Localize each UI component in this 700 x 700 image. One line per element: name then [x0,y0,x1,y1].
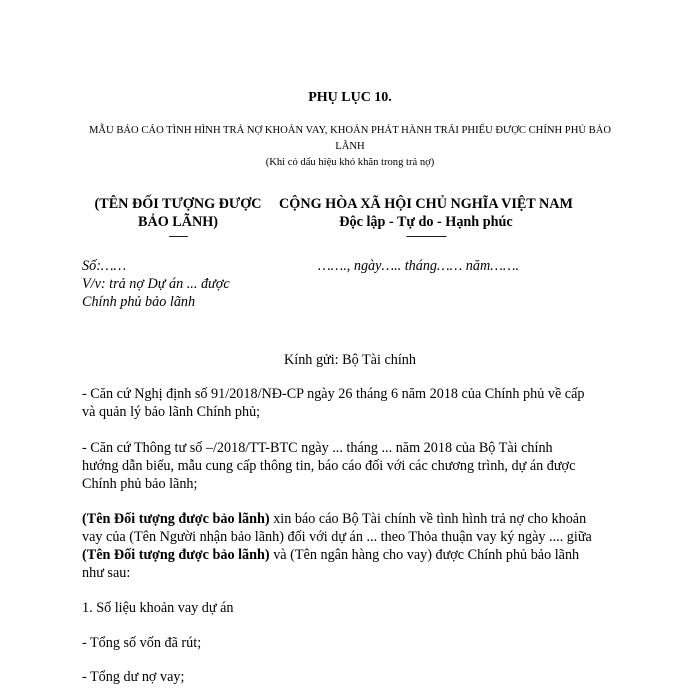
document-date: ……., ngày….. tháng…… năm……. [318,258,520,274]
paragraph2-line2: hướng dẫn biểu, mẫu cung cấp thông tin, báo cáo đối với các chương trình, dự án được [82,458,576,474]
paragraph3-line4: như sau: [82,565,131,581]
section1-heading: 1. Số liệu khoản vay dự án [82,600,234,616]
appendix-note: (Khi có dấu hiệu khó khăn trong trả nợ) [265,157,435,168]
national-motto: Độc lập - Tự do - Hạnh phúc [339,214,513,230]
guaranteed-entity-name: (Tên Đối tượng được bảo lãnh) [82,547,270,563]
organization-name-line1: (TÊN ĐỐI TƯỢNG ĐƯỢC [94,196,262,212]
paragraph3-line1 [82,509,586,529]
appendix-title: PHỤ LỤC 10. [308,90,392,105]
subject-line2: Chính phủ bảo lãnh [82,294,196,310]
appendix-subtitle-line1: MẪU BÁO CÁO TÌNH HÌNH TRẢ NỢ KHOẢN VAY, KHOẢN PHÁT HÀNH TRÁI PHIẾU ĐƯỢC CHÍNH PHỦ BẢO [88,125,612,136]
recipient: Kính gửi: Bộ Tài chính [284,352,416,368]
paragraph3-line3 [82,545,579,565]
national-rule: --------------- [406,230,446,242]
paragraph1-line1: - Căn cứ Nghị định số 91/2018/NĐ-CP ngày 26 tháng 6 năm 2018 của Chính phủ về cấp [82,386,585,402]
organization-rule: ------- [168,230,188,242]
organization-name-line2: BẢO LÃNH) [137,214,218,230]
guaranteed-entity-name: (Tên Đối tượng được bảo lãnh) [82,511,270,527]
paragraph3-line2: vay của (Tên Người nhận bảo lãnh) đối với dự án ... theo Thỏa thuận vay ký ngày .... giữa [82,529,592,545]
paragraph2-line3: Chính phủ bảo lãnh; [82,476,198,492]
appendix-subtitle-line2: LÃNH [335,141,365,152]
national-title: CỘNG HÒA XÃ HỘI CHỦ NGHĨA VIỆT NAM [279,196,573,212]
paragraph1-line2: và quản lý bảo lãnh Chính phủ; [82,404,261,420]
paragraph2-line1: - Căn cứ Thông tư số –/2018/TT-BTC ngày ... tháng ... năm 2018 của Bộ Tài chính [82,440,553,456]
list-item: - Tổng dư nợ vay; [82,669,185,685]
document-number: Số:…… [82,258,127,274]
subject-line1: V/v: trả nợ Dự án ... được [82,276,230,292]
paragraph3-line3-text: và (Tên ngân hàng cho vay) được Chính phủ bảo lãnh [269,547,580,563]
list-item: - Tổng số vốn đã rút; [82,635,202,651]
paragraph3-line1-text: xin báo cáo Bộ Tài chính về tình hình trả nợ cho khoản [269,511,587,527]
